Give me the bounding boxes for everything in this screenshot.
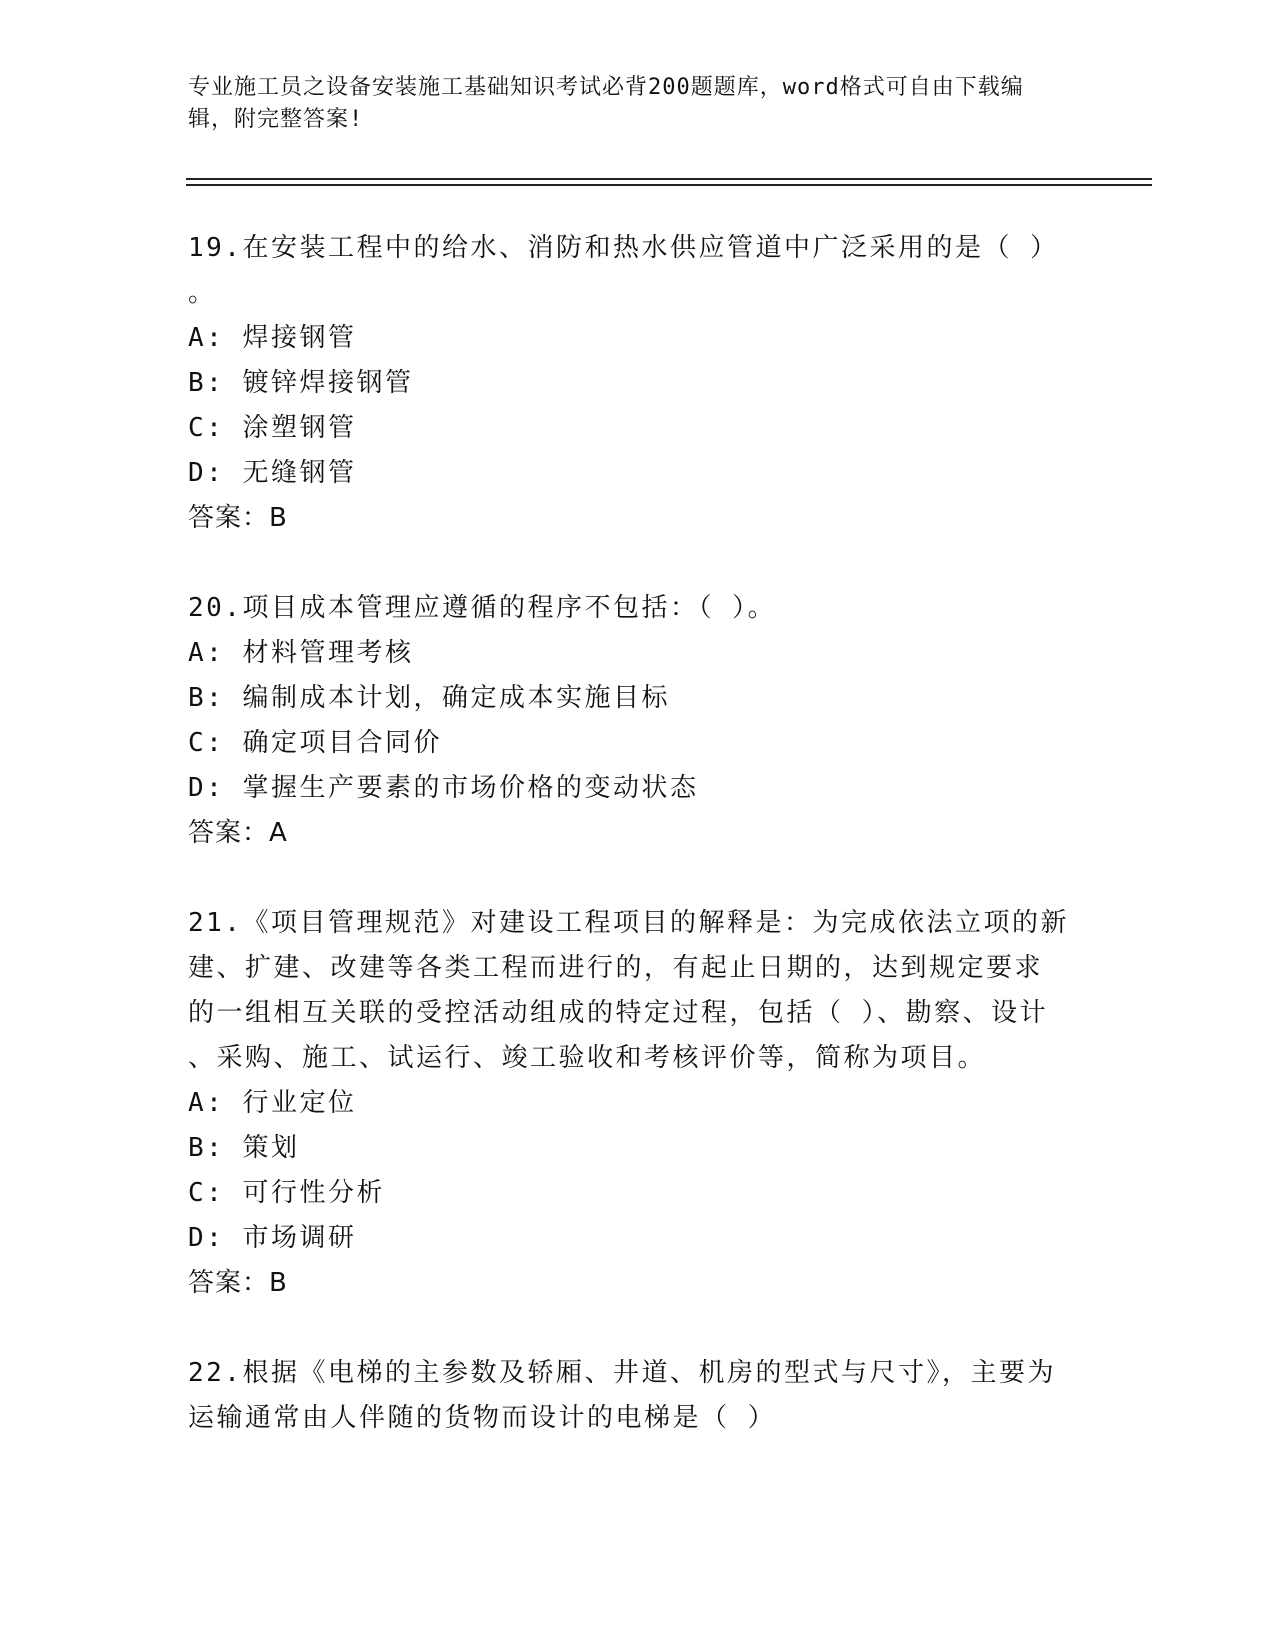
option-d: D: 市场调研 [188, 1223, 357, 1253]
question-spacer [188, 1306, 1088, 1351]
question-22 [188, 1351, 1088, 1441]
question-21 [188, 901, 1088, 1306]
answer-label: 答案：B [188, 1268, 288, 1298]
question-stem-line: 22.根据《电梯的主参数及轿厢、井道、机房的型式与尺寸》，主要为 [188, 1358, 1056, 1388]
question-spacer [188, 856, 1088, 901]
answer-label: 答案：A [188, 818, 288, 848]
question-spacer [188, 541, 1088, 586]
option-c: C: 涂塑钢管 [188, 413, 357, 443]
option-a: A: 焊接钢管 [188, 323, 357, 353]
option-c: C: 可行性分析 [188, 1178, 385, 1208]
question-19 [188, 226, 1088, 541]
answer-label: 答案：B [188, 503, 288, 533]
option-b: B: 编制成本计划，确定成本实施目标 [188, 683, 670, 713]
option-b: B: 镀锌焊接钢管 [188, 368, 414, 398]
question-stem-line: 建、扩建、改建等各类工程而进行的，有起止日期的，达到规定要求 [188, 953, 1044, 983]
option-a: A: 行业定位 [188, 1088, 357, 1118]
question-stem-line: 。 [188, 278, 217, 308]
question-stem-line: 、采购、施工、试运行、竣工验收和考核评价等，简称为项目。 [188, 1043, 987, 1073]
question-stem-line: 运输通常由人伴随的货物而设计的电梯是（ ） [188, 1403, 777, 1433]
question-stem-line: 20.项目成本管理应遵循的程序不包括：（ ）。 [188, 593, 777, 623]
option-a: A: 材料管理考核 [188, 638, 414, 668]
option-d: D: 掌握生产要素的市场价格的变动状态 [188, 773, 699, 803]
header-title: 专业施工员之设备安装施工基础知识考试必背200题题库，word格式可自由下载编辑，附完整答案! [188, 75, 1024, 132]
header-divider-bottom [186, 184, 1152, 186]
option-c: C: 确定项目合同价 [188, 728, 442, 758]
option-d: D: 无缝钢管 [188, 458, 357, 488]
question-20 [188, 586, 1088, 856]
question-stem-line: 19.在安装工程中的给水、消防和热水供应管道中广泛采用的是（ ） [188, 233, 1059, 263]
document-header [188, 72, 1068, 136]
header-divider-top [186, 178, 1152, 180]
option-b: B: 策划 [188, 1133, 300, 1163]
question-stem-line: 的一组相互关联的受控活动组成的特定过程，包括（ ）、勘察、设计 [188, 998, 1049, 1028]
question-list [188, 226, 1088, 1441]
question-stem-line: 21.《项目管理规范》对建设工程项目的解释是：为完成依法立项的新 [188, 908, 1069, 938]
